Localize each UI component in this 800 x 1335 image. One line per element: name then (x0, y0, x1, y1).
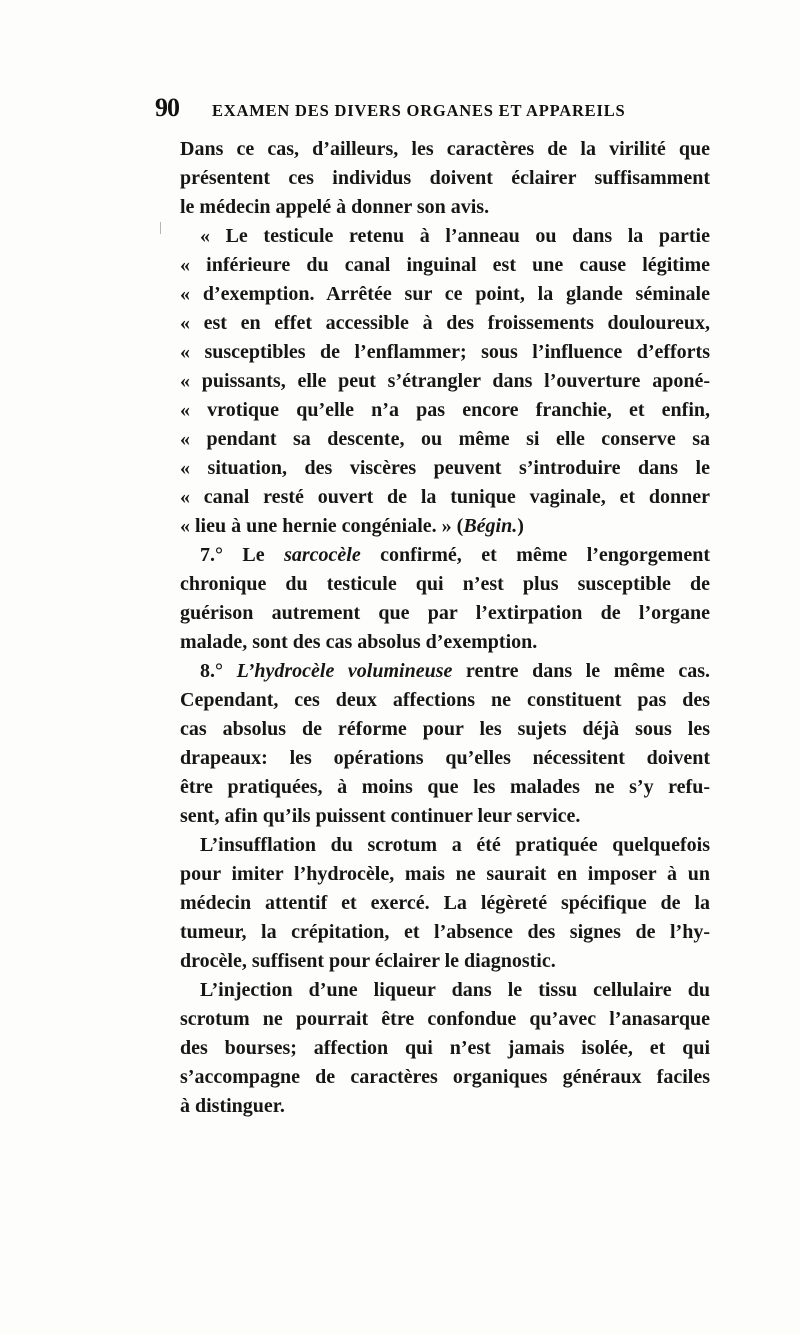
text-line: scrotum ne pourrait être confondue qu’avec l’anasarque (180, 1008, 710, 1030)
text-line: à distinguer. (180, 1095, 285, 1117)
text-line: s’accompagne de caractères organiques généraux faciles (180, 1066, 710, 1088)
text-line: sent, afin qu’ils puissent continuer leur service. (180, 805, 581, 827)
text-line: 8.° L’hydrocèle volumineuse rentre dans le même cas. (200, 660, 711, 682)
text-line: « susceptibles de l’enflammer; sous l’influence d’efforts (180, 341, 710, 363)
text-line: drocèle, suffisent pour éclairer le diagnostic. (180, 950, 556, 972)
emphasis-term: Bégin. (463, 515, 518, 537)
text-line: pour imiter l’hydrocèle, mais ne saurait en imposer à un (180, 863, 710, 885)
text-line: tumeur, la crépitation, et l’absence des signes de l’hy- (180, 921, 710, 943)
emphasis-term: sarcocèle (284, 544, 361, 566)
text-line: « canal resté ouvert de la tunique vaginale, et donner (180, 486, 710, 508)
margin-mark (160, 222, 169, 234)
text-line: médecin attentif et exercé. La légèreté spécifique de la (180, 892, 710, 914)
text-line: Dans ce cas, d’ailleurs, les caractères de la virilité que (180, 138, 710, 160)
text-line: Cependant, ces deux affections ne constituent pas des (180, 689, 710, 711)
text-line: des bourses; affection qui n’est jamais isolée, et qui (180, 1037, 710, 1059)
text-line: L’insufflation du scrotum a été pratiquée quelquefois (200, 834, 710, 856)
text-line: malade, sont des cas absolus d’exemption. (180, 631, 538, 653)
text-line: chronique du testicule qui n’est plus susceptible de (180, 573, 710, 595)
text-line: être pratiquées, à moins que les malades ne s’y refu- (180, 776, 710, 798)
text-line: « situation, des viscères peuvent s’introduire dans le (180, 457, 710, 479)
running-title: EXAMEN DES DIVERS ORGANES ET APPAREILS (212, 101, 626, 120)
text-line: L’injection d’une liqueur dans le tissu cellulaire du (200, 979, 710, 1001)
text-line: guérison autrement que par l’extirpation de l’organe (180, 602, 710, 624)
text-line: « d’exemption. Arrêtée sur ce point, la glande séminale (180, 283, 710, 305)
text-line: le médecin appelé à donner son avis. (180, 196, 490, 218)
page-number: 90 (155, 93, 179, 122)
body-text (180, 135, 710, 1121)
text-line: « Le testicule retenu à l’anneau ou dans la partie (200, 225, 710, 247)
text-line: « pendant sa descente, ou même si elle conserve sa (180, 428, 710, 450)
text-line: drapeaux: les opérations qu’elles nécessitent doivent (180, 747, 710, 769)
text-line: 7.° Le sarcocèle confirmé, et même l’engorgement (200, 544, 710, 566)
page-header (155, 93, 695, 133)
text-line: « inférieure du canal inguinal est une cause légitime (180, 254, 710, 276)
emphasis-term: L’hydrocèle volumineuse (236, 660, 453, 682)
text-line: présentent ces individus doivent éclairer suffisamment (180, 167, 710, 189)
text-line: « est en effet accessible à des froissements douloureux, (180, 312, 710, 334)
text-line: cas absolus de réforme pour les sujets déjà sous les (180, 718, 710, 740)
text-line: « lieu à une hernie congéniale. » (Bégin.) (180, 515, 524, 537)
text-line: « vrotique qu’elle n’a pas encore franchie, et enfin, (180, 399, 710, 421)
text-line: « puissants, elle peut s’étrangler dans l’ouverture aponé- (180, 370, 710, 392)
